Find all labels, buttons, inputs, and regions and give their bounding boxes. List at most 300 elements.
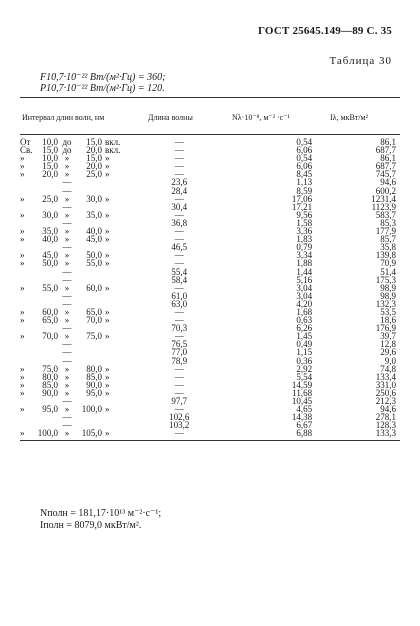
- interval-part-w: —: [62, 355, 72, 366]
- cell-n: 8,59: [296, 185, 313, 196]
- interval-part-w: »: [64, 306, 70, 317]
- table-body: [20, 138, 400, 437]
- cell-n: 6,88: [296, 428, 313, 439]
- cell-wavelength: —: [174, 379, 184, 390]
- data-table: [20, 138, 400, 437]
- interval-part-w: —: [62, 298, 72, 309]
- table-row: [20, 348, 400, 356]
- interval-part-b: 45,0: [86, 234, 102, 245]
- interval-part-s: »: [105, 209, 110, 220]
- interval-part-p: »: [20, 428, 25, 439]
- cell-interval: [20, 195, 140, 203]
- interval-part-a: 80,0: [42, 371, 58, 382]
- cell-interval: [20, 365, 140, 373]
- interval-part-a: 55,0: [42, 282, 58, 293]
- cell-n: 0,54: [296, 137, 313, 147]
- cell-n: 11,68: [292, 387, 313, 398]
- interval-part-s: вкл.: [105, 145, 121, 156]
- cell-n: 1,44: [296, 266, 313, 277]
- interval-part-s: »: [105, 193, 110, 204]
- interval-part-s: »: [105, 282, 110, 293]
- interval-part-w: »: [64, 404, 70, 415]
- col-i-header: Iλ, мкВт/м²: [330, 113, 369, 122]
- cell-i: 177,9: [375, 226, 396, 237]
- cell-n: 17,21: [291, 201, 313, 212]
- cell-interval: [20, 292, 140, 300]
- table-row: [20, 138, 400, 146]
- interval-part-p: »: [20, 387, 25, 398]
- cell-n: 3,04: [296, 282, 313, 293]
- cell-wavelength: 61,0: [171, 290, 188, 301]
- cell-i: 175,3: [375, 274, 396, 285]
- interval-part-b: 90,0: [86, 379, 102, 390]
- interval-part-w: »: [64, 250, 70, 261]
- interval-part-w: —: [62, 290, 72, 301]
- interval-part-w: —: [62, 323, 72, 334]
- interval-part-p: »: [20, 153, 25, 164]
- interval-part-b: 70,0: [86, 315, 102, 326]
- cell-i: 139,8: [375, 250, 396, 261]
- interval-part-b: 80,0: [86, 363, 102, 374]
- cell-n: 1,68: [296, 306, 313, 317]
- col-wavelength-header: Длина волны: [148, 113, 193, 122]
- interval-part-a: 90,0: [42, 387, 58, 398]
- cell-interval: [20, 243, 140, 251]
- interval-part-w: —: [62, 274, 72, 285]
- interval-part-b: 20,0: [86, 145, 102, 156]
- cell-n: 10,45: [291, 396, 313, 406]
- table-row: [20, 219, 400, 227]
- table-row: [20, 429, 400, 437]
- cell-wavelength: 102,6: [169, 412, 190, 423]
- cell-interval: [20, 308, 140, 316]
- interval-part-w: —: [62, 347, 72, 358]
- cell-wavelength: —: [174, 161, 184, 172]
- interval-part-p: »: [20, 226, 25, 237]
- interval-part-p: Св.: [20, 145, 33, 156]
- table-row: [20, 381, 400, 389]
- cell-interval: [20, 405, 140, 413]
- cell-n: 0,54: [296, 153, 313, 164]
- table-row: [20, 268, 400, 276]
- cell-i: 176,9: [375, 323, 396, 334]
- cell-interval: [20, 187, 140, 195]
- interval-part-w: »: [64, 258, 70, 269]
- interval-part-a: 50,0: [42, 258, 58, 269]
- cell-interval: [20, 276, 140, 284]
- cell-i: 70,9: [380, 258, 396, 269]
- cell-interval: [20, 429, 140, 437]
- cell-n: 1,58: [296, 217, 313, 228]
- cell-i: 12,8: [380, 339, 396, 350]
- interval-part-w: »: [64, 379, 70, 390]
- cell-i: 29,6: [380, 347, 396, 358]
- cell-wavelength: 36,8: [171, 217, 188, 228]
- interval-part-w: —: [62, 177, 72, 188]
- interval-part-w: —: [62, 420, 72, 431]
- cell-n: 3,36: [296, 226, 313, 237]
- cell-n: 17,06: [291, 193, 313, 204]
- cell-wavelength: 77,0: [171, 347, 188, 358]
- interval-part-p: »: [20, 258, 25, 269]
- cell-wavelength: 23,6: [171, 177, 188, 188]
- interval-part-s: »: [105, 226, 110, 237]
- cell-wavelength: —: [174, 169, 184, 180]
- table-row: [20, 235, 400, 243]
- cell-i: 98,9: [380, 290, 396, 301]
- table-row: [20, 324, 400, 332]
- table-row: [20, 251, 400, 259]
- cell-n: 6,67: [296, 420, 313, 431]
- interval-part-w: —: [62, 412, 72, 423]
- cell-wavelength: —: [174, 137, 184, 147]
- cell-interval: [20, 340, 140, 348]
- interval-part-p: »: [20, 161, 25, 172]
- interval-part-w: »: [64, 234, 70, 245]
- cell-wavelength: 78,9: [171, 355, 188, 366]
- interval-part-w: до: [62, 137, 72, 147]
- interval-part-p: »: [20, 404, 25, 415]
- cell-n: 0,36: [296, 355, 313, 366]
- interval-part-w: »: [64, 161, 70, 172]
- interval-part-b: 55,0: [86, 258, 102, 269]
- formula-f: F10,7·10⁻²² Вт/(м²·Гц) = 360;: [40, 72, 166, 83]
- interval-part-s: »: [105, 258, 110, 269]
- cell-i: 331,0: [375, 379, 396, 390]
- cell-interval: [20, 324, 140, 332]
- interval-part-b: 15,0: [86, 153, 102, 164]
- cell-n: 3,04: [296, 290, 313, 301]
- cell-interval: [20, 203, 140, 211]
- cell-wavelength: 30,4: [171, 201, 188, 212]
- cell-i: 74,8: [380, 363, 396, 374]
- cell-i: 745,7: [375, 169, 396, 180]
- cell-wavelength: 76,5: [171, 339, 188, 350]
- cell-i: 9,0: [384, 355, 396, 366]
- interval-part-p: »: [20, 371, 25, 382]
- interval-part-a: 65,0: [42, 315, 58, 326]
- cell-n: 1,83: [296, 234, 313, 245]
- table-bottom-rule: [20, 440, 400, 441]
- cell-i: 94,6: [380, 177, 396, 188]
- interval-part-s: »: [105, 363, 110, 374]
- table-row: [20, 259, 400, 267]
- cell-interval: [20, 170, 140, 178]
- cell-i: 53,5: [380, 306, 396, 317]
- table-row: [20, 276, 400, 284]
- cell-wavelength: —: [174, 250, 184, 261]
- interval-part-a: 10,0: [42, 153, 58, 164]
- cell-n: 1,15: [296, 347, 313, 358]
- interval-part-p: »: [20, 234, 25, 245]
- interval-part-a: 15,0: [42, 145, 58, 156]
- interval-part-w: »: [64, 371, 70, 382]
- cell-n: 0,63: [296, 315, 313, 326]
- table-row: [20, 243, 400, 251]
- interval-part-a: 35,0: [42, 226, 58, 237]
- cell-n: 1,13: [296, 177, 313, 188]
- interval-part-p: »: [20, 306, 25, 317]
- table-row: [20, 195, 400, 203]
- cell-wavelength: —: [174, 145, 184, 156]
- interval-part-b: 95,0: [86, 387, 102, 398]
- cell-wavelength: —: [174, 428, 184, 439]
- interval-part-b: 60,0: [86, 282, 102, 293]
- interval-part-a: 45,0: [42, 250, 58, 261]
- cell-i: 583,7: [375, 209, 396, 220]
- formula-p: P10,7·10⁻²² Вт/(м²·Гц) = 120.: [40, 83, 165, 94]
- cell-i: 687,7: [375, 161, 396, 172]
- table-row: [20, 373, 400, 381]
- interval-part-s: вкл.: [105, 137, 121, 147]
- cell-n: 6,06: [296, 161, 313, 172]
- interval-part-a: 40,0: [42, 234, 58, 245]
- cell-interval: [20, 300, 140, 308]
- interval-part-a: 20,0: [42, 169, 58, 180]
- table-row: [20, 357, 400, 365]
- cell-interval: [20, 146, 140, 154]
- cell-wavelength: —: [174, 282, 184, 293]
- interval-part-w: —: [62, 185, 72, 196]
- interval-part-s: »: [105, 169, 110, 180]
- cell-i: 133,3: [375, 428, 396, 439]
- cell-wavelength: 58,4: [171, 274, 188, 285]
- interval-part-w: »: [64, 363, 70, 374]
- cell-interval: [20, 413, 140, 421]
- interval-part-w: »: [64, 315, 70, 326]
- interval-part-p: »: [20, 169, 25, 180]
- cell-i: 86,1: [380, 153, 396, 164]
- cell-interval: [20, 259, 140, 267]
- interval-part-b: 105,0: [81, 428, 102, 439]
- cell-wavelength: —: [174, 234, 184, 245]
- table-row: [20, 211, 400, 219]
- interval-part-b: 25,0: [86, 169, 102, 180]
- interval-part-s: »: [105, 306, 110, 317]
- table-row: [20, 389, 400, 397]
- cell-n: 4,20: [296, 298, 313, 309]
- table-header: [20, 95, 400, 133]
- cell-i: 85,7: [380, 234, 396, 245]
- interval-part-p: »: [20, 379, 25, 390]
- cell-interval: [20, 268, 140, 276]
- cell-i: 35,8: [380, 242, 396, 253]
- table-row: [20, 284, 400, 292]
- cell-n: 1,45: [296, 331, 313, 342]
- cell-i: 128,3: [375, 420, 396, 431]
- cell-interval: [20, 227, 140, 235]
- cell-wavelength: —: [174, 315, 184, 326]
- table-row: [20, 316, 400, 324]
- cell-wavelength: 70,3: [171, 323, 188, 334]
- interval-part-w: —: [62, 242, 72, 253]
- cell-n: 9,56: [296, 209, 313, 220]
- cell-interval: [20, 348, 140, 356]
- cell-n: 5,54: [296, 371, 313, 382]
- cell-interval: [20, 211, 140, 219]
- cell-n: 4,65: [296, 404, 313, 415]
- interval-part-a: 70,0: [42, 331, 58, 342]
- cell-wavelength: 97,7: [171, 396, 188, 406]
- interval-part-p: »: [20, 363, 25, 374]
- cell-wavelength: —: [174, 193, 184, 204]
- interval-part-s: »: [105, 161, 110, 172]
- cell-wavelength: 55,4: [171, 266, 188, 277]
- interval-part-b: 15,0: [86, 137, 102, 147]
- cell-interval: [20, 154, 140, 162]
- interval-part-b: 50,0: [86, 250, 102, 261]
- cell-n: 14,38: [291, 412, 313, 423]
- cell-i: 278,1: [375, 412, 396, 423]
- cell-i: 687,7: [375, 145, 396, 156]
- cell-i: 1123,9: [371, 201, 396, 212]
- interval-part-b: 40,0: [86, 226, 102, 237]
- interval-part-b: 75,0: [86, 331, 102, 342]
- cell-interval: [20, 357, 140, 365]
- table-row: [20, 365, 400, 373]
- interval-part-s: »: [105, 379, 110, 390]
- cell-interval: [20, 235, 140, 243]
- interval-part-a: 30,0: [42, 209, 58, 220]
- interval-part-s: »: [105, 250, 110, 261]
- table-row: [20, 162, 400, 170]
- cell-n: 5,16: [296, 274, 313, 285]
- interval-part-p: »: [20, 331, 25, 342]
- cell-wavelength: —: [174, 306, 184, 317]
- total-n: Nполн = 181,17·10¹³ м⁻²·с⁻¹;: [40, 508, 162, 519]
- cell-wavelength: —: [174, 209, 184, 220]
- cell-interval: [20, 219, 140, 227]
- table-title: Таблица 30: [329, 55, 392, 67]
- interval-part-b: 65,0: [86, 306, 102, 317]
- cell-wavelength: 63,0: [171, 298, 188, 309]
- interval-part-a: 25,0: [42, 193, 58, 204]
- cell-wavelength: —: [174, 258, 184, 269]
- table-row: [20, 300, 400, 308]
- cell-i: 39,7: [380, 331, 396, 342]
- cell-wavelength: —: [174, 331, 184, 342]
- cell-n: 0,79: [296, 242, 313, 253]
- cell-wavelength: —: [174, 153, 184, 164]
- table-header-rule: [20, 134, 400, 135]
- interval-part-w: »: [64, 387, 70, 398]
- col-interval-header: Интервал длин волн, нм: [22, 113, 105, 122]
- cell-interval: [20, 389, 140, 397]
- cell-i: 212,3: [375, 396, 396, 406]
- cell-interval: [20, 397, 140, 405]
- cell-i: 85,3: [380, 217, 396, 228]
- interval-part-b: 35,0: [86, 209, 102, 220]
- table-row: [20, 227, 400, 235]
- cell-wavelength: —: [174, 404, 184, 415]
- cell-i: 132,3: [375, 298, 396, 309]
- interval-part-s: »: [105, 234, 110, 245]
- cell-interval: [20, 373, 140, 381]
- cell-i: 94,6: [380, 404, 396, 415]
- interval-part-w: »: [64, 282, 70, 293]
- interval-part-a: 85,0: [42, 379, 58, 390]
- table-row: [20, 413, 400, 421]
- cell-n: 1,88: [296, 258, 313, 269]
- cell-wavelength: —: [174, 363, 184, 374]
- interval-part-b: 100,0: [81, 404, 102, 415]
- cell-interval: [20, 284, 140, 292]
- cell-i: 18,6: [380, 315, 396, 326]
- cell-wavelength: 46,5: [171, 242, 188, 253]
- cell-interval: [20, 316, 140, 324]
- table-row: [20, 397, 400, 405]
- interval-part-w: »: [64, 209, 70, 220]
- interval-part-b: 85,0: [86, 371, 102, 382]
- cell-wavelength: 28,4: [171, 185, 188, 196]
- cell-interval: [20, 178, 140, 186]
- interval-part-s: »: [105, 371, 110, 382]
- interval-part-s: »: [105, 387, 110, 398]
- interval-part-a: 95,0: [42, 404, 58, 415]
- cell-interval: [20, 138, 140, 146]
- cell-i: 1231,4: [371, 193, 396, 204]
- interval-part-p: »: [20, 282, 25, 293]
- interval-part-a: 60,0: [42, 306, 58, 317]
- cell-interval: [20, 251, 140, 259]
- cell-wavelength: 103,2: [169, 420, 190, 431]
- page-header: ГОСТ 25645.149—89 С. 35: [258, 25, 392, 37]
- cell-wavelength: —: [174, 387, 184, 398]
- interval-part-w: до: [62, 145, 72, 156]
- table-row: [20, 405, 400, 413]
- cell-n: 6,06: [296, 145, 313, 156]
- cell-n: 8,45: [296, 169, 313, 180]
- cell-n: 2,92: [296, 363, 313, 374]
- interval-part-w: »: [64, 169, 70, 180]
- interval-part-w: »: [64, 331, 70, 342]
- interval-part-w: —: [62, 339, 72, 350]
- table-row: [20, 178, 400, 186]
- cell-n: 14,59: [291, 379, 313, 390]
- interval-part-s: »: [105, 153, 110, 164]
- table-row: [20, 187, 400, 195]
- total-i: Iполн = 8079,0 мкВт/м².: [40, 520, 142, 531]
- interval-part-p: От: [20, 137, 31, 147]
- interval-part-w: »: [64, 428, 70, 439]
- interval-part-s: »: [105, 404, 110, 415]
- interval-part-s: »: [105, 428, 110, 439]
- cell-n: 0,49: [296, 339, 313, 350]
- col-n-header: Nλ·10⁻⁸, м⁻² ·с⁻¹: [232, 113, 290, 122]
- interval-part-a: 10,0: [42, 137, 58, 147]
- cell-i: 600,2: [375, 185, 396, 196]
- table-row: [20, 340, 400, 348]
- interval-part-w: —: [62, 396, 72, 406]
- cell-i: 51,4: [380, 266, 396, 277]
- cell-interval: [20, 162, 140, 170]
- table-row: [20, 170, 400, 178]
- cell-wavelength: —: [174, 226, 184, 237]
- table-row: [20, 146, 400, 154]
- interval-part-w: —: [62, 266, 72, 277]
- interval-part-a: 15,0: [42, 161, 58, 172]
- interval-part-b: 30,0: [86, 193, 102, 204]
- table-row: [20, 421, 400, 429]
- interval-part-w: »: [64, 226, 70, 237]
- interval-part-p: »: [20, 193, 25, 204]
- interval-part-b: 20,0: [86, 161, 102, 172]
- interval-part-w: —: [62, 217, 72, 228]
- table-row: [20, 332, 400, 340]
- cell-i: 98,9: [380, 282, 396, 293]
- interval-part-p: »: [20, 209, 25, 220]
- interval-part-p: »: [20, 315, 25, 326]
